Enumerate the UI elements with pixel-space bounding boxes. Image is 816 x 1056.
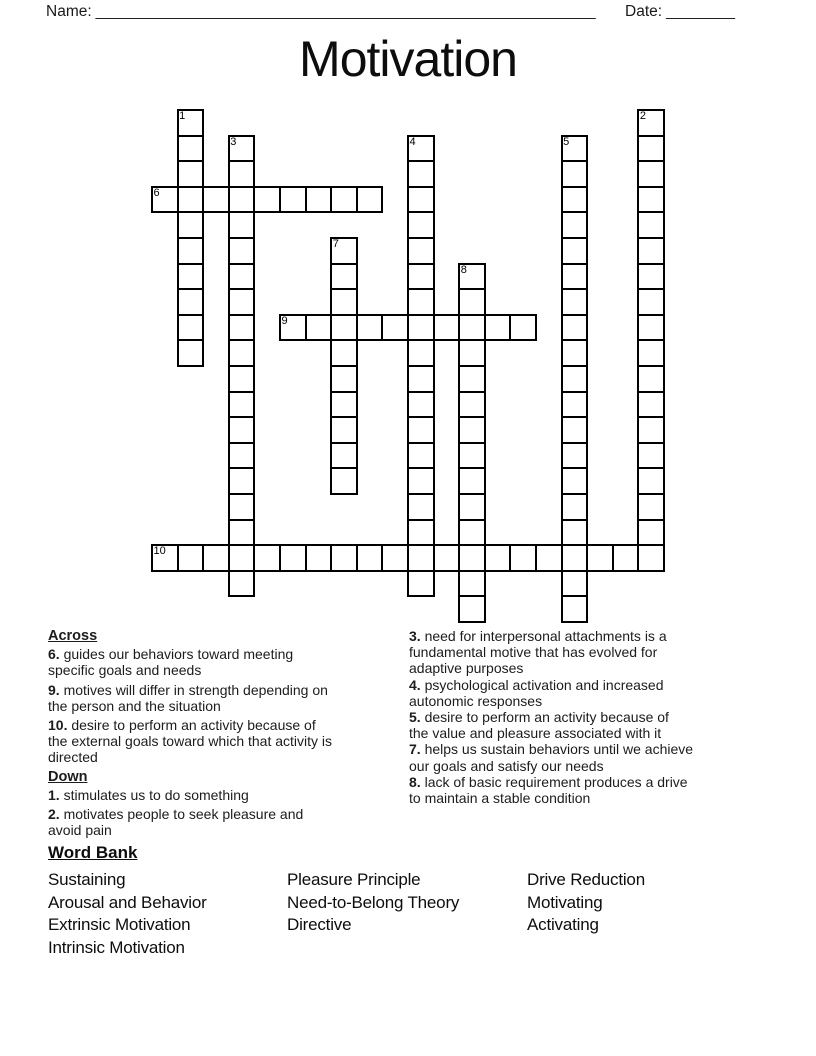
cell-r17-c9[interactable] [382,545,408,571]
cell-r8-c10[interactable] [408,315,434,341]
clues-left-column [48,628,408,841]
name-blank-line[interactable]: __________________________________________________________ [95,3,596,20]
cell-r17-c2[interactable] [203,545,229,571]
cell-r9-c10[interactable] [408,340,434,366]
cell-r6-c10[interactable] [408,264,434,290]
cell-r8-c11[interactable] [434,315,460,341]
cell-r13-c3[interactable] [229,443,255,469]
cell-r16-c16[interactable] [562,520,588,546]
word-bank-item: Drive Reduction [527,870,645,889]
cell-r5-c3[interactable] [229,238,255,264]
cell-r9-c7[interactable] [331,340,357,366]
cell-r11-c16[interactable] [562,392,588,418]
cell-r11-c19[interactable] [638,392,664,418]
clues-right-column [409,628,799,806]
cell-r18-c3[interactable] [229,571,255,597]
cell-r19-c16[interactable] [562,596,588,622]
across-heading: Across [48,628,98,644]
cell-r5-c19[interactable] [638,238,664,264]
cell-r3-c7[interactable] [331,187,357,213]
cell-r17-c5[interactable] [280,545,306,571]
cell-r17-c13[interactable] [485,545,511,571]
page-title: Motivation [299,31,517,87]
cell-r14-c3[interactable] [229,468,255,494]
date-blank-line[interactable]: ________ [666,3,736,20]
clue-number-10: 10 [153,545,166,558]
down-heading: Down [48,768,88,785]
date-field [625,2,735,22]
cell-r4-c16[interactable] [562,212,588,238]
word-bank-item: Motivating [527,892,603,912]
cell-r9-c12[interactable] [459,340,485,366]
cell-r17-c16[interactable] [562,545,588,571]
cell-r11-c3[interactable] [229,392,255,418]
clue-number-6: 6 [153,186,160,199]
cell-r17-c8[interactable] [357,545,383,571]
cell-r1-c19[interactable] [638,136,664,162]
cell-r17-c4[interactable] [254,545,280,571]
cell-r18-c10[interactable] [408,571,434,597]
cell-r8-c6[interactable] [306,315,332,341]
cell-r8-c9[interactable] [382,315,408,341]
cell-r3-c1[interactable] [178,187,204,213]
cell-r3-c16[interactable] [562,187,588,213]
cell-r3-c10[interactable] [408,187,434,213]
cell-r17-c15[interactable] [536,545,562,571]
cell-r17-c10[interactable] [408,545,434,571]
cell-r10-c3[interactable] [229,366,255,392]
name-label: Name: [46,3,92,20]
cell-r10-c10[interactable] [408,366,434,392]
cell-r4-c3[interactable] [229,212,255,238]
clue-num: 2. [48,806,60,823]
cell-r14-c16[interactable] [562,468,588,494]
cell-r10-c12[interactable] [459,366,485,392]
cell-r11-c12[interactable] [459,392,485,418]
cell-r4-c1[interactable] [178,212,204,238]
clue-7-down: 7. helps us sustain behaviors until we achieve our goals and satisfy our needs [409,741,694,774]
cell-r3-c2[interactable] [203,187,229,213]
clue-4-down: 4. psychological activation and increased autonomic responses [409,676,664,709]
cell-r7-c3[interactable] [229,289,255,315]
cell-r8-c19[interactable] [638,315,664,341]
word-bank-item: Extrinsic Motivation [48,915,191,934]
cell-r3-c8[interactable] [357,187,383,213]
cell-r12-c16[interactable] [562,417,588,443]
clue-5-down: 5. desire to perform an activity because of the value and pleasure associated with it [409,709,669,742]
cell-r13-c16[interactable] [562,443,588,469]
cell-r8-c16[interactable] [562,315,588,341]
cell-r17-c6[interactable] [306,545,332,571]
cell-r17-c17[interactable] [587,545,613,571]
cell-r17-c18[interactable] [613,545,639,571]
word-bank-item: Arousal and Behavior [48,892,207,912]
cell-r15-c12[interactable] [459,494,485,520]
cell-r11-c10[interactable] [408,392,434,418]
cell-r2-c19[interactable] [638,161,664,187]
cell-r18-c12[interactable] [459,571,485,597]
clue-9-across: 9. motives will differ in strength depending on the person and the situation [48,681,328,714]
clue-number-2: 2 [639,110,647,122]
word-bank-item: Directive [287,915,352,934]
cell-r15-c3[interactable] [229,494,255,520]
cell-r4-c19[interactable] [638,212,664,238]
clue-6-across: 6. guides our behaviors toward meeting specific goals and needs [48,646,294,679]
cell-r8-c13[interactable] [485,315,511,341]
cell-r6-c3[interactable] [229,264,255,290]
cell-r9-c1[interactable] [178,340,204,366]
cell-r17-c11[interactable] [434,545,460,571]
crossword-grid [152,110,664,622]
cell-r8-c1[interactable] [178,315,204,341]
cell-r12-c10[interactable] [408,417,434,443]
cell-r18-c16[interactable] [562,571,588,597]
cell-r17-c19[interactable] [638,545,664,571]
word-bank-item: Sustaining [48,870,126,889]
word-bank-item: Intrinsic Motivation [48,937,185,957]
word-bank-heading: Word Bank [48,843,138,862]
cell-r6-c16[interactable] [562,264,588,290]
cell-r7-c12[interactable] [459,289,485,315]
clue-num: 9. [48,681,60,698]
cell-r8-c8[interactable] [357,315,383,341]
clue-3-down: 3. need for interpersonal attachments is a fundamental motive that has evolved for adaptive purposes [409,628,667,677]
clue-num: 8. [409,773,421,790]
cell-r3-c19[interactable] [638,187,664,213]
cell-r7-c19[interactable] [638,289,664,315]
word-bank-item: Need-to-Belong Theory [287,892,460,912]
cell-r5-c10[interactable] [408,238,434,264]
cell-r15-c16[interactable] [562,494,588,520]
cell-r13-c19[interactable] [638,443,664,469]
cell-r16-c10[interactable] [408,520,434,546]
cell-r6-c19[interactable] [638,264,664,290]
cell-r3-c4[interactable] [254,187,280,213]
cell-r16-c12[interactable] [459,520,485,546]
cell-r15-c10[interactable] [408,494,434,520]
clue-num: 6. [48,646,60,663]
cell-r9-c16[interactable] [562,340,588,366]
clue-num: 7. [409,741,421,758]
word-bank-item: Pleasure Principle [287,870,421,889]
cell-r13-c7[interactable] [331,443,357,469]
clue-8-down: 8. lack of basic requirement produces a drive to maintain a stable condition [409,773,688,807]
clue-number-7: 7 [332,238,339,250]
clue-num: 5. [409,709,421,726]
clue-10-across: 10. desire to perform an activity because of the external goals toward which that activity is directed [48,717,333,766]
clue-number-8: 8 [460,263,467,276]
cell-r2-c3[interactable] [229,161,255,187]
cell-r17-c7[interactable] [331,545,357,571]
cell-r14-c12[interactable] [459,468,485,494]
cell-r12-c7[interactable] [331,417,357,443]
cell-r17-c14[interactable] [510,545,536,571]
cell-r11-c7[interactable] [331,392,357,418]
name-field [46,2,596,22]
cell-r4-c10[interactable] [408,212,434,238]
cell-r2-c10[interactable] [408,161,434,187]
cell-r17-c3[interactable] [229,545,255,571]
word-bank [48,843,786,973]
clue-1-down: 1. stimulates us to do something [48,786,249,803]
cell-r3-c5[interactable] [280,187,306,213]
cell-r12-c12[interactable] [459,417,485,443]
cell-r16-c3[interactable] [229,520,255,546]
clue-num: 3. [409,628,421,644]
cell-r14-c19[interactable] [638,468,664,494]
cell-r5-c1[interactable] [178,238,204,264]
clue-number-4: 4 [409,135,416,148]
cell-r14-c10[interactable] [408,468,434,494]
cell-r12-c19[interactable] [638,417,664,443]
cell-r13-c10[interactable] [408,443,434,469]
cell-r8-c3[interactable] [229,315,255,341]
cell-r10-c7[interactable] [331,366,357,392]
cell-r10-c16[interactable] [562,366,588,392]
cell-r8-c7[interactable] [331,315,357,341]
word-bank-column-2 [287,869,459,937]
clue-num: 10. [48,717,68,734]
cell-r10-c19[interactable] [638,366,664,392]
cell-r6-c1[interactable] [178,264,204,290]
clue-num: 4. [409,676,421,693]
clue-number-3: 3 [230,135,237,148]
cell-r3-c6[interactable] [306,187,332,213]
cell-r7-c10[interactable] [408,289,434,315]
clue-num: 1. [48,786,60,803]
cell-r17-c12[interactable] [459,545,485,571]
word-bank-item: Activating [527,915,599,934]
cell-r8-c12[interactable] [459,315,485,341]
clue-number-9: 9 [281,314,288,327]
cell-r6-c7[interactable] [331,264,357,290]
cell-r7-c16[interactable] [562,289,588,315]
cell-r9-c3[interactable] [229,340,255,366]
clue-2-down: 2. motivates people to seek pleasure and avoid pain [48,806,304,839]
cell-r9-c19[interactable] [638,340,664,366]
cell-r7-c1[interactable] [178,289,204,315]
date-label: Date: [625,3,663,20]
cell-r1-c1[interactable] [178,136,204,162]
cell-r3-c3[interactable] [229,187,255,213]
cell-r16-c19[interactable] [638,520,664,546]
clue-number-1: 1 [179,110,186,122]
word-bank-column-3 [527,869,645,937]
cell-r14-c7[interactable] [331,468,357,494]
clue-number-5: 5 [563,135,570,148]
cell-r2-c1[interactable] [178,161,204,187]
cell-r5-c16[interactable] [562,238,588,264]
cell-r13-c12[interactable] [459,443,485,469]
cell-r7-c7[interactable] [331,289,357,315]
cell-r12-c3[interactable] [229,417,255,443]
cell-r15-c19[interactable] [638,494,664,520]
cell-r8-c14[interactable] [510,315,536,341]
cell-r17-c1[interactable] [178,545,204,571]
cell-r19-c12[interactable] [459,596,485,622]
word-bank-column-1 [48,869,207,959]
cell-r2-c16[interactable] [562,161,588,187]
